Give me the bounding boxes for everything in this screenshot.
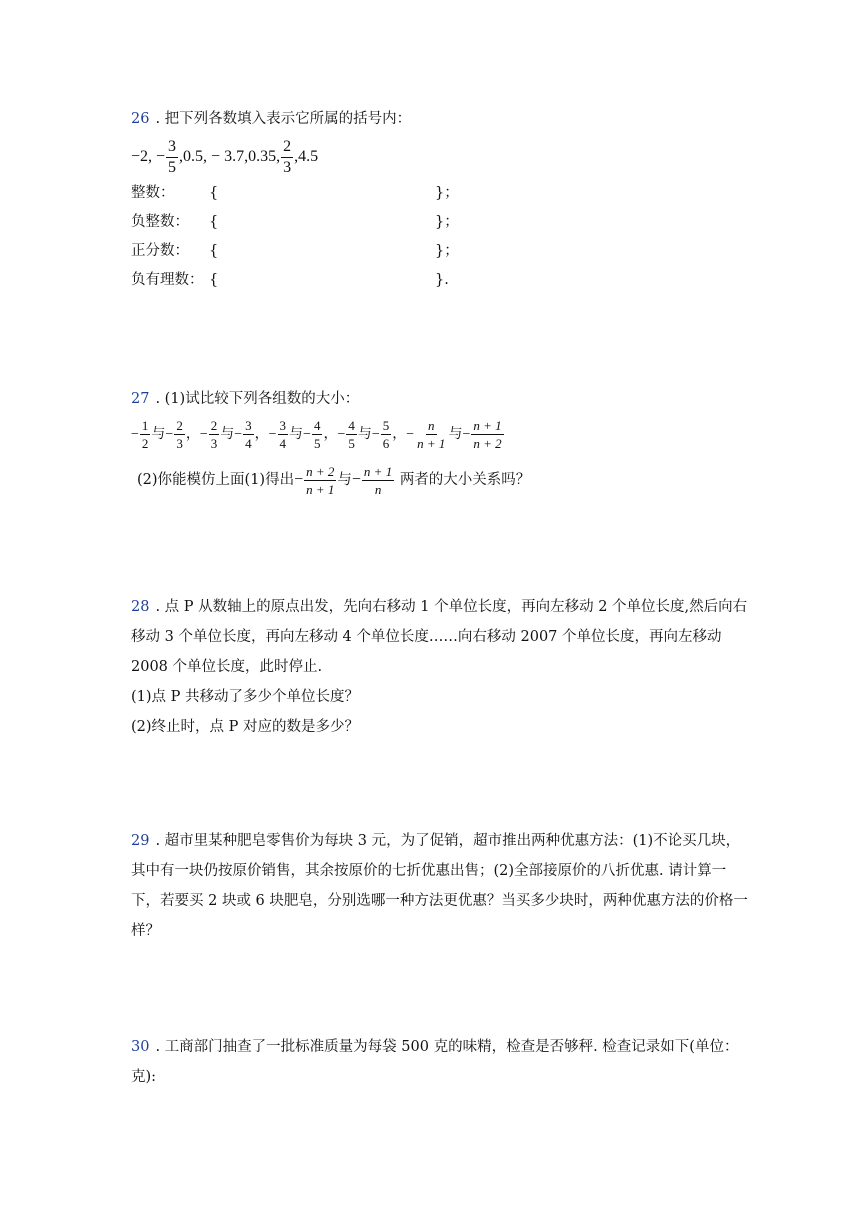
open-brace: { bbox=[209, 185, 219, 201]
question-29: 29 . 超市里某种肥皂零售价为每块 3 元，为了促销，超市推出两种优惠方法：(1)不论买几块，其中有一块仍按原价销售，其余按原价的七折优惠出售；(2)全部接原价的八折优惠. 请计算一下，若要买 2 块或 6 块肥皂，分别选哪一种方法更优惠？当买多少块时，两种优惠方法的价格一样？ bbox=[131, 833, 748, 939]
question-number: 28 bbox=[131, 599, 150, 615]
open-brace: { bbox=[209, 243, 219, 259]
with-word: 与 bbox=[357, 427, 372, 442]
minus-sign: − bbox=[199, 427, 208, 442]
question-number: 30 bbox=[131, 1039, 150, 1055]
q28-text: 点 P 从数轴上的原点出发，先向右移动 1 个单位长度，再向左移动 2 个单位长度,然后向右移动 3 个单位长度，再向左移动 4 个单位长度……向右移动 2007 个单位长度，再向左移动 2008 个单位长度，此时停止. bbox=[131, 599, 748, 675]
separator: ， bbox=[323, 427, 338, 442]
numerator: 2 bbox=[210, 418, 218, 434]
denominator: 3 bbox=[176, 436, 183, 452]
denominator: 5 bbox=[348, 436, 355, 452]
category-label: 负有理数： bbox=[131, 272, 204, 288]
numerator: n + 2 bbox=[306, 463, 335, 479]
minus-sign: − bbox=[351, 471, 361, 488]
minus-sign: − bbox=[131, 427, 139, 442]
numerator: n bbox=[428, 418, 435, 434]
denominator: 4 bbox=[279, 436, 287, 452]
question-number: 26 bbox=[131, 111, 150, 127]
denominator: 2 bbox=[141, 436, 149, 452]
numerator: n + 1 bbox=[473, 418, 502, 434]
separator: ， bbox=[185, 427, 200, 442]
with-word: 与 bbox=[151, 427, 166, 442]
question-26 bbox=[131, 105, 751, 295]
with-word: 与 bbox=[448, 427, 463, 442]
q26-categories bbox=[131, 179, 751, 295]
denominator: n bbox=[374, 481, 382, 497]
separator: ， bbox=[254, 427, 269, 442]
denominator: n + 2 bbox=[473, 436, 502, 452]
numbers-text: ,4.5 bbox=[294, 148, 319, 165]
minus-sign: − bbox=[294, 471, 304, 488]
fraction bbox=[278, 419, 289, 450]
numerator: 4 bbox=[313, 418, 321, 434]
numerator: 3 bbox=[279, 418, 287, 434]
numerator: n + 1 bbox=[363, 463, 393, 479]
question-number: 29 bbox=[131, 833, 150, 849]
with-word: 与 bbox=[289, 427, 304, 442]
fraction bbox=[312, 419, 323, 450]
open-brace: { bbox=[209, 272, 219, 288]
question-number: 27 bbox=[131, 391, 150, 407]
denominator: 4 bbox=[245, 436, 252, 452]
numbers-text: −2, − bbox=[131, 148, 166, 165]
category-label: 整数： bbox=[131, 185, 175, 201]
numerator: 5 bbox=[382, 418, 390, 434]
denominator: 3 bbox=[210, 436, 218, 452]
q27-part2-tail: 两者的大小关系吗？ bbox=[399, 472, 531, 488]
category-row bbox=[131, 266, 751, 295]
fraction bbox=[471, 419, 503, 450]
with-word: 与 bbox=[337, 472, 352, 488]
fraction bbox=[209, 419, 220, 450]
q26-number-list bbox=[131, 135, 751, 179]
fraction bbox=[346, 419, 357, 450]
question-30: 30 . 工商部门抽查了一批标准质量为每袋 500 克的味精，检查是否够秤. 检查记录如下(单位：克): bbox=[131, 1039, 739, 1085]
minus-sign: − bbox=[268, 427, 277, 442]
numbers-text: ,0.5, − 3.7,0.35, bbox=[179, 148, 281, 165]
category-row bbox=[131, 208, 751, 237]
fraction bbox=[415, 419, 447, 450]
q27-part1-text: (1)试比较下列各组数的大小： bbox=[164, 391, 360, 407]
q29-text: 超市里某种肥皂零售价为每块 3 元，为了促销，超市推出两种优惠方法：(1)不论买几块，其中有一块仍按原价销售，其余按原价的七折优惠出售；(2)全部接原价的八折优惠. 请计算一下，若要买 2 块或 6 块肥皂，分别选哪一种方法更优惠？当买多少块时，两种优惠方法的价格一样？ bbox=[131, 833, 748, 939]
category-row bbox=[131, 237, 751, 266]
fraction bbox=[140, 419, 151, 450]
denominator: n + 1 bbox=[306, 481, 335, 497]
category-label: 正分数： bbox=[131, 243, 189, 259]
close-brace: }； bbox=[435, 214, 459, 230]
minus-sign: − bbox=[303, 427, 311, 442]
q26-prompt-text: 把下列各数填入表示它所属的括号内： bbox=[164, 111, 412, 127]
close-brace: }； bbox=[435, 185, 459, 201]
category-row bbox=[131, 179, 751, 208]
fraction bbox=[304, 465, 336, 496]
question-28 bbox=[131, 592, 751, 742]
denominator: 5 bbox=[313, 436, 321, 452]
numerator: 3 bbox=[245, 418, 252, 434]
numerator: 2 bbox=[176, 418, 183, 434]
q28-body: 28 . 点 P 从数轴上的原点出发，先向右移动 1 个单位长度，再向左移动 2 个单位长度,然后向右移动 3 个单位长度，再向左移动 4 个单位长度……向右移动 2007 个单位长度，再向左移动 2008 个单位长度，此时停止. bbox=[131, 599, 748, 675]
q28-sub2: (2)终止时，点 P 对应的数是多少？ bbox=[131, 719, 360, 735]
denominator: n + 1 bbox=[417, 436, 446, 452]
minus-sign: − bbox=[462, 427, 471, 442]
q28-sub1: (1)点 P 共移动了多少个单位长度？ bbox=[131, 689, 360, 705]
minus-sign: − bbox=[234, 427, 243, 442]
q30-text: 工商部门抽查了一批标准质量为每袋 500 克的味精，检查是否够秤. 检查记录如下(单位：克): bbox=[131, 1039, 739, 1085]
denominator: 6 bbox=[382, 436, 390, 452]
minus-sign: − bbox=[165, 427, 174, 442]
numerator: 3 bbox=[166, 139, 178, 158]
denominator: 3 bbox=[283, 158, 292, 176]
fraction bbox=[381, 419, 392, 450]
fraction bbox=[362, 465, 394, 496]
numerator: 1 bbox=[141, 418, 149, 434]
q26-prompt: 26 . 把下列各数填入表示它所属的括号内： bbox=[131, 111, 412, 127]
open-brace: { bbox=[209, 214, 219, 230]
with-word: 与 bbox=[220, 427, 235, 442]
fraction bbox=[166, 139, 178, 176]
close-brace: }. bbox=[435, 272, 449, 288]
denominator: 5 bbox=[168, 158, 177, 176]
q27-part2 bbox=[131, 457, 751, 503]
separator: ， bbox=[392, 427, 407, 442]
fraction bbox=[174, 419, 185, 450]
minus-sign: − bbox=[406, 427, 415, 442]
category-label: 负整数： bbox=[131, 214, 189, 230]
minus-sign: − bbox=[337, 427, 346, 442]
close-brace: }； bbox=[435, 243, 459, 259]
q27-part2-text: (2)你能模仿上面(1)得出 bbox=[137, 472, 295, 488]
fraction bbox=[281, 139, 293, 176]
q27-pairs bbox=[131, 413, 751, 457]
minus-sign: − bbox=[371, 427, 380, 442]
fraction bbox=[243, 419, 254, 450]
q27-part1: 27 . (1)试比较下列各组数的大小： bbox=[131, 391, 360, 407]
question-27 bbox=[131, 385, 751, 503]
numerator: 4 bbox=[348, 418, 355, 434]
numerator: 2 bbox=[281, 139, 293, 158]
